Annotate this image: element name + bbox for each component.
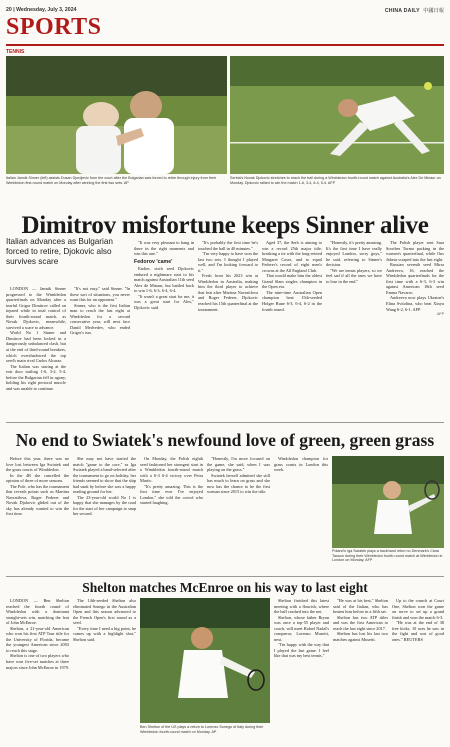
story1-col7 [386,240,444,406]
story3-p7: Shelton, whose father Bryan was once a top-55 player and coach, will meet Rafael Nadal's conqueror, Lorenzo Musetti, next. [274,614,329,642]
story1-p4: "It's not easy," said Sinner. "In these sort of situations, you never want this for an opponent." [70,286,130,303]
story1-p3: The Italian was staring at the exit door trailing 1-6, 3-2, 5-4, before the Bulgarian fell in agony, holding his right pectoral muscle and was unable to continue. [6,363,66,391]
story1-p2-9: Andreeva now plays Ukraine's Elina Svitolina, who beat Xinyu Wang 6-2, 6-1. AFP [386,295,444,312]
story1-p2-3: "It's probably the first time he's touched the ball in 40 minutes." [198,240,258,251]
story3-col5 [392,598,444,742]
story1-deck: Italian advances as Bulgarian forced to retire, Djokovic also survives scare [6,237,113,266]
story3-p1: LONDON — Ben Shelton reached the fourth round of Wimbledon with a dominant straight-sets win, matching the feat of John McEnroe. [6,598,69,626]
paper-name-chinese: 中國日報 [423,7,444,14]
section-kicker: TENNIS [6,49,25,55]
story2-p10: Wimbledon champion for grass courts in London this week. [274,456,328,473]
story1-col6 [326,240,382,406]
photo2-caption: Serbia's Novak Djokovic stretches to reach the ball during a Wimbledon fourth-round match against Australia's Alex De Minaur on Monday. Djokovic rallied to win the match 1-6, 3-4, 6-4, 5-4. AFP [230,176,441,185]
story2-col2 [73,456,136,568]
masthead [385,7,444,14]
story3-p5: "Every time I need a big point, he comes up with a highlight shot," Shelton said. [73,625,136,642]
story3-p2: Shelton, a 21-year-old American who won his first ATP Tour title for the University of Florida, became the youngest American since 2003 to reach this stage. [6,625,69,653]
photo-djokovic [230,56,444,174]
story2-p1: Before this year, there was no love lost between Iga Swiatek and the grass courts of Wimbledon. [6,456,69,473]
story3-col2 [73,598,136,742]
story1-p2-7: The Polish player sent Sara Sorribes Tormo packing in the women's quarterfinal, while Ons Jabeur scraped into the last eight. [386,240,444,262]
story1-col4 [198,240,258,406]
story1-p2: World No 1 Sinner and Dimitrov had been locked in a dangerously unbalanced clash, but at the end of third-round breakers, which overshadowed the top seed's main rival Carlos Alcaraz. [6,330,66,364]
story2-col1 [6,456,69,568]
story1-p9: That would make him the oldest Grand Slam singles champion in the Open era. [262,273,322,290]
story1-p1: LONDON — Jannik Sinner progressed to the Wimbledon quarterfinals on Monday after a tearful Grigor Dimitrov called on injured while in total control of their fourth-round match, as Novak Djokovic, meanwhile, survived a scare to advance. [6,286,66,330]
photo-swiatek [332,456,444,548]
divider-1 [6,422,444,423]
story3-col3 [274,598,329,742]
story1-col5 [262,240,322,406]
story1-p8: Aged 37, the Serb is aiming to win a record 25th major title, breaking a tie with the long-retired Margaret Court, and to equal Federer's record of eight men's crowns at the All England Club. [262,240,322,273]
photo3-caption: Poland's Iga Swiatek plays a backhand return to Denmark's Clara Tauson during their Wimbledon fourth-round match at Wimbledon in London on Monday. AFP [332,549,443,563]
story1-col3 [134,240,194,406]
story1-subhead: Fedorov 'came' [134,258,173,265]
story3-p13: "He was at the end of 38 free kicks, 10 aces he saw in the fight and sort of good ones." REUTERS [392,620,444,642]
story3-p3: Shelton is one of two players who have won five-set matches at three majors since John McEnroe in 1979. [6,653,69,670]
paper-name: CHINA DAILY [384,7,420,14]
story1-p5: Sinner, who is the first Italian man to reach the last eight at Wimbledon for a second consecutive year, will next face Daniil Medvedev, who ended Grigor's run. [70,302,130,336]
story2-col4 [207,456,270,568]
story3-col4 [333,598,388,742]
story3-p9: "He was at his best," Shelton said of the Italian, who has beaten him before in a fifth set. [333,598,388,615]
divider-2 [6,576,444,577]
story2-p5: The 23-year-old world No 1 is happy that she manages by the road for the start of her campaign to snap her second. [73,494,136,517]
story1-p2-1: Earlier, sixth seed Djokovic endured a nightmare start to his match against Australian 11th seed Alex de Minaur, but battled back to win 1-6, 6-3, 6-4, 6-4. [134,266,194,294]
story1-p6: "It was very pleasant to hang in there in the right moments and win this one." [134,240,194,257]
photo-shelton [140,598,270,723]
story3-p11: Shelton has lost his last two matches against Musetti. [333,631,388,642]
story1-p2-8: Russian seventh seed Mirra Andreeva, 16, reached the Wimbledon quarterfinals for the first time with a 6-3, 6-3 win against American 18th seed Emma Navarro. [386,262,444,295]
photo1-caption: Italian Jannik Sinner (left) assists Dusan Djordjevic from the court after the Bulgarian was forced to retire through injury from their Wimbledon first-round match on Monday after winning the first two sets. AP [6,176,217,185]
story3-col1 [6,598,69,742]
story2-p7: "It's pretty amazing. This is the first time ever I've enjoyed London," she told the crowd who started laughing. [140,483,203,506]
story3-p6: Shelton finished this latest meeting with a flourish, where the ball crashed into the net. [274,598,329,615]
story1-p2-5: "Honestly, it's pretty amazing. It's the first time I have really enjoyed London, sorry guys," he said, referring to Sinner's decision. [326,240,382,268]
story1-p2-2: "It wasn't a great start for me, it was a great start for Alex," Djokovic said. [134,293,194,311]
photo4-caption: Ben Shelton of the US plays a return to Lorenzo Sonego of Italy during their Wimbledon fourth-round match on Monday. AP [140,725,264,734]
story2-p8: "Honestly, I'm more focused on the game, she said, when I was playing on the grass." [207,456,270,473]
story2-col5 [274,456,328,568]
story3-p4: The 14th-seeded Shelton also eliminated Sonego in the Australian Open and this season advanced to the French Open's first round as a seed. [73,598,136,626]
section-title: SPORTS [6,14,102,40]
story2-p3: The Pole, who has the tournament that reveals points such as Martina Navratilova, Roger Federer and Novak Djokovic glided out of the sky has already wanted to win the first time. [6,483,69,517]
story1-credit: AFP [437,312,444,317]
story1-p10: The nine-time Australian Open champion beat 15th-seeded Holger Rune 6-3, 6-4, 6-2 in the fourth round. [262,289,322,312]
story2-p2: In the 4R she cancelled the opinion of three of more seasons. [6,472,69,484]
story1-p2-4: "I'm very happy to have won the last two sets. I thought I played well, and I'm looking forward to it." [198,251,258,273]
story2-p9: Swiatek herself admitted she still has much to learn on grass and she now has the chance to be the first woman since 2015 to win the title. [207,472,270,495]
story2-headline: No end to Swiatek's newfound love of green, green grass [15,430,435,450]
story3-p10: Shelton has two ATP titles and was the first American to reach the last eight since 2017. [333,614,388,631]
story1-p7: Fresh from his 2023 win at Wimbledon in Australia, making him the third player to achieve that feat after Martina Navratilova and Roger Federer, Djokovic reached his 15th quarterfinal at the tournament. [198,273,258,312]
page-info: 20 | Wednesday, July 3, 2024 [6,7,77,13]
story3-p8: "I'm happy with the way that I played the last game. I feel like that was my best tennis." [274,642,329,659]
photo-sinner-dimitrov [6,56,227,174]
story1-col1 [6,286,66,406]
story3-headline: Shelton matches McEnroe on his way to last eight [82,580,368,595]
story1-headline: Dimitrov misfortune keeps Sinner alive [21,212,429,239]
story2-p4: She may not have started the match "game to the core," as Iga Swiatek played a hand-selected after the tournament to go on holiday, her friends seemed to show that the ship had sunk by before she was a happy reading ground for her. [73,456,136,495]
story1-p2-6: "We are tennis players, so we feel sad if all the ones we have to lose in the end." [326,267,382,284]
section-rule [6,44,444,46]
story3-p12: Up to the crunch at Court One, Shelton won the game on serve to set up a grand finish and won the match 6-3. [392,598,444,620]
story1-col2 [70,286,130,406]
story2-col3 [140,456,203,568]
story2-p6: On Monday, the Polish eighth seed fashioned her strongest start in a Wimbledon fourth-round match with a 6-3 6-4 victory over Petra Martic. [140,456,203,484]
